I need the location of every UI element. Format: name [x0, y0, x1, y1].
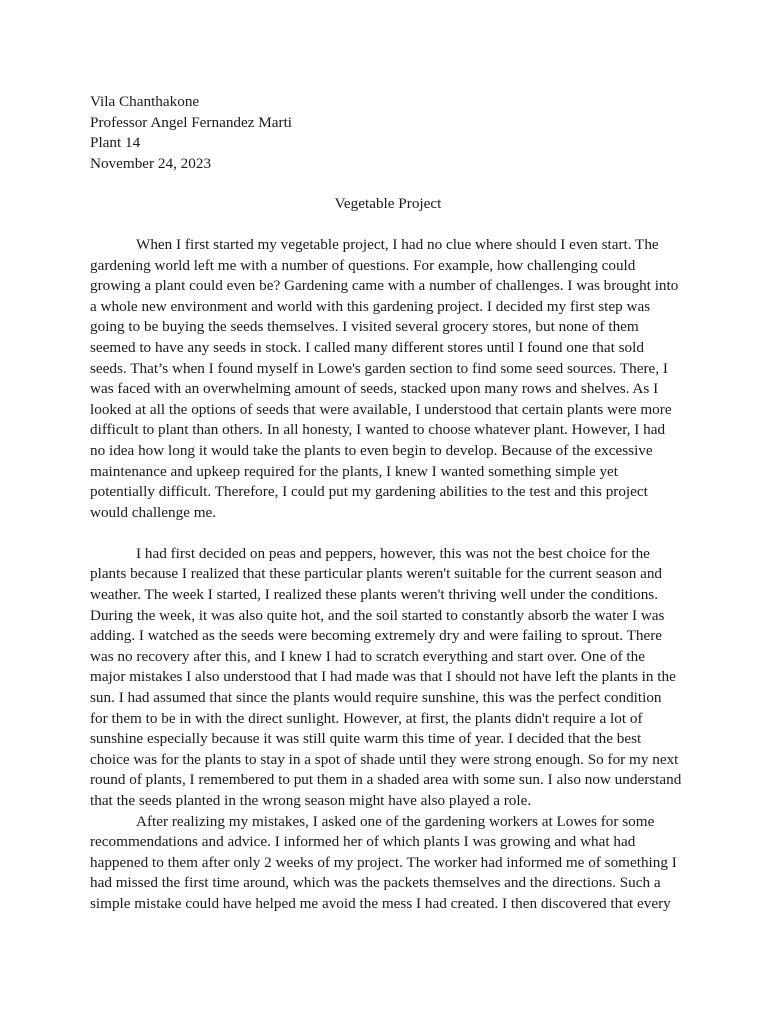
paragraph-line: When I first started my vegetable project, I had no clue where should I even start. The — [136, 235, 659, 253]
paragraph-line: sunshine especially because it was still quite warm this time of year. I decided that the best — [90, 730, 642, 748]
paragraph-line: adding. I watched as the seeds were becoming extremely dry and were failing to sprout. There — [90, 627, 663, 645]
document-page — [90, 92, 686, 915]
paragraph-1 — [90, 235, 686, 523]
paragraph-line: was no recovery after this, and I knew I had to scratch everything and start over. One of the — [90, 647, 645, 665]
paragraph-line: no idea how long it would take the plants to even begin to develop. Because of the excessive — [90, 441, 653, 459]
paragraph-line: recommendations and advice. I informed her of which plants I was growing and what had — [90, 833, 636, 851]
paragraph-line: that the seeds planted in the wrong season might have also played a role. — [90, 792, 532, 809]
professor-name: Professor Angel Fernandez Marti — [90, 113, 293, 131]
paragraph-line: was faced with an overwhelming amount of seeds, stacked upon many rows and shelves. As I — [90, 380, 659, 398]
paragraph-line: going to be buying the seeds themselves. I visited several grocery stores, but none of them — [90, 318, 639, 336]
paragraph-line: seeds. That’s when I found myself in Lowe's garden section to find some seed sources. There, I — [90, 359, 668, 377]
paragraph-3 — [90, 812, 686, 915]
paragraph-line: gardening world left me with a number of questions. For example, how challenging could — [90, 256, 636, 274]
document-title: Vegetable Project — [334, 195, 442, 213]
paragraph-line: I had first decided on peas and peppers, however, this was not the best choice for the — [136, 544, 650, 562]
paragraph-line: simple mistake could have helped me avoid the mess I had created. I then discovered that every — [90, 894, 671, 912]
paragraph-line: plants because I realized that these particular plants weren't suitable for the current season and — [90, 565, 663, 583]
paragraph-line: During the week, it was also quite hot, and the soil started to constantly absorb the water I was — [90, 606, 665, 624]
paragraph-line: sun. I had assumed that since the plants would require sunshine, this was the perfect condition — [90, 689, 662, 707]
paragraph-line: seemed to have any seeds in stock. I called many different stores until I found one that sold — [90, 338, 644, 356]
author-name: Vila Chanthakone — [90, 93, 200, 110]
paragraph-2 — [90, 544, 686, 812]
paragraph-line: weather. The week I started, I realized these plants weren't thriving well under the conditions. — [90, 586, 658, 604]
paragraph-line: round of plants, I remembered to put them in a shaded area with some sun. I also now understand — [90, 771, 682, 789]
paragraph-line: choice was for the plants to stay in a spot of shade until they were strong enough. So for my next — [90, 750, 679, 768]
course-name: Plant 14 — [90, 134, 141, 152]
paragraph-line: would challenge me. — [90, 503, 217, 521]
paragraph-line: major mistakes I also understood that I had made was that I should not have left the plants in the — [90, 668, 676, 686]
document-header — [90, 92, 686, 174]
paragraph-line: potentially difficult. Therefore, I could put my gardening abilities to the test and this project — [90, 483, 648, 501]
paragraph-line: a whole new environment and world with this gardening project. I decided my first step was — [90, 297, 651, 315]
paragraph-line: happened to them after only 2 weeks of my project. The worker had informed me of something I — [90, 853, 677, 871]
paragraph-line: difficult to plant than others. In all honesty, I wanted to choose whatever plant. However, I had — [90, 421, 666, 439]
paragraph-line: for them to be in with the direct sunlight. However, at first, the plants didn't require a lot of — [90, 709, 643, 727]
paragraph-line: After realizing my mistakes, I asked one of the gardening workers at Lowes for some — [136, 812, 655, 830]
paragraph-spacer — [90, 523, 686, 544]
document-date: November 24, 2023 — [90, 154, 212, 172]
paragraph-line: growing a plant could even be? Gardening came with a number of challenges. I was brought into — [90, 277, 679, 295]
paragraph-line: had missed the first time around, which was the packets themselves and the directions. Such a — [90, 874, 661, 892]
paragraph-line: maintenance and upkeep required for the plants, I knew I wanted something simple yet — [90, 462, 619, 480]
paragraph-line: looked at all the options of seeds that were available, I understood that certain plants were more — [90, 400, 672, 418]
